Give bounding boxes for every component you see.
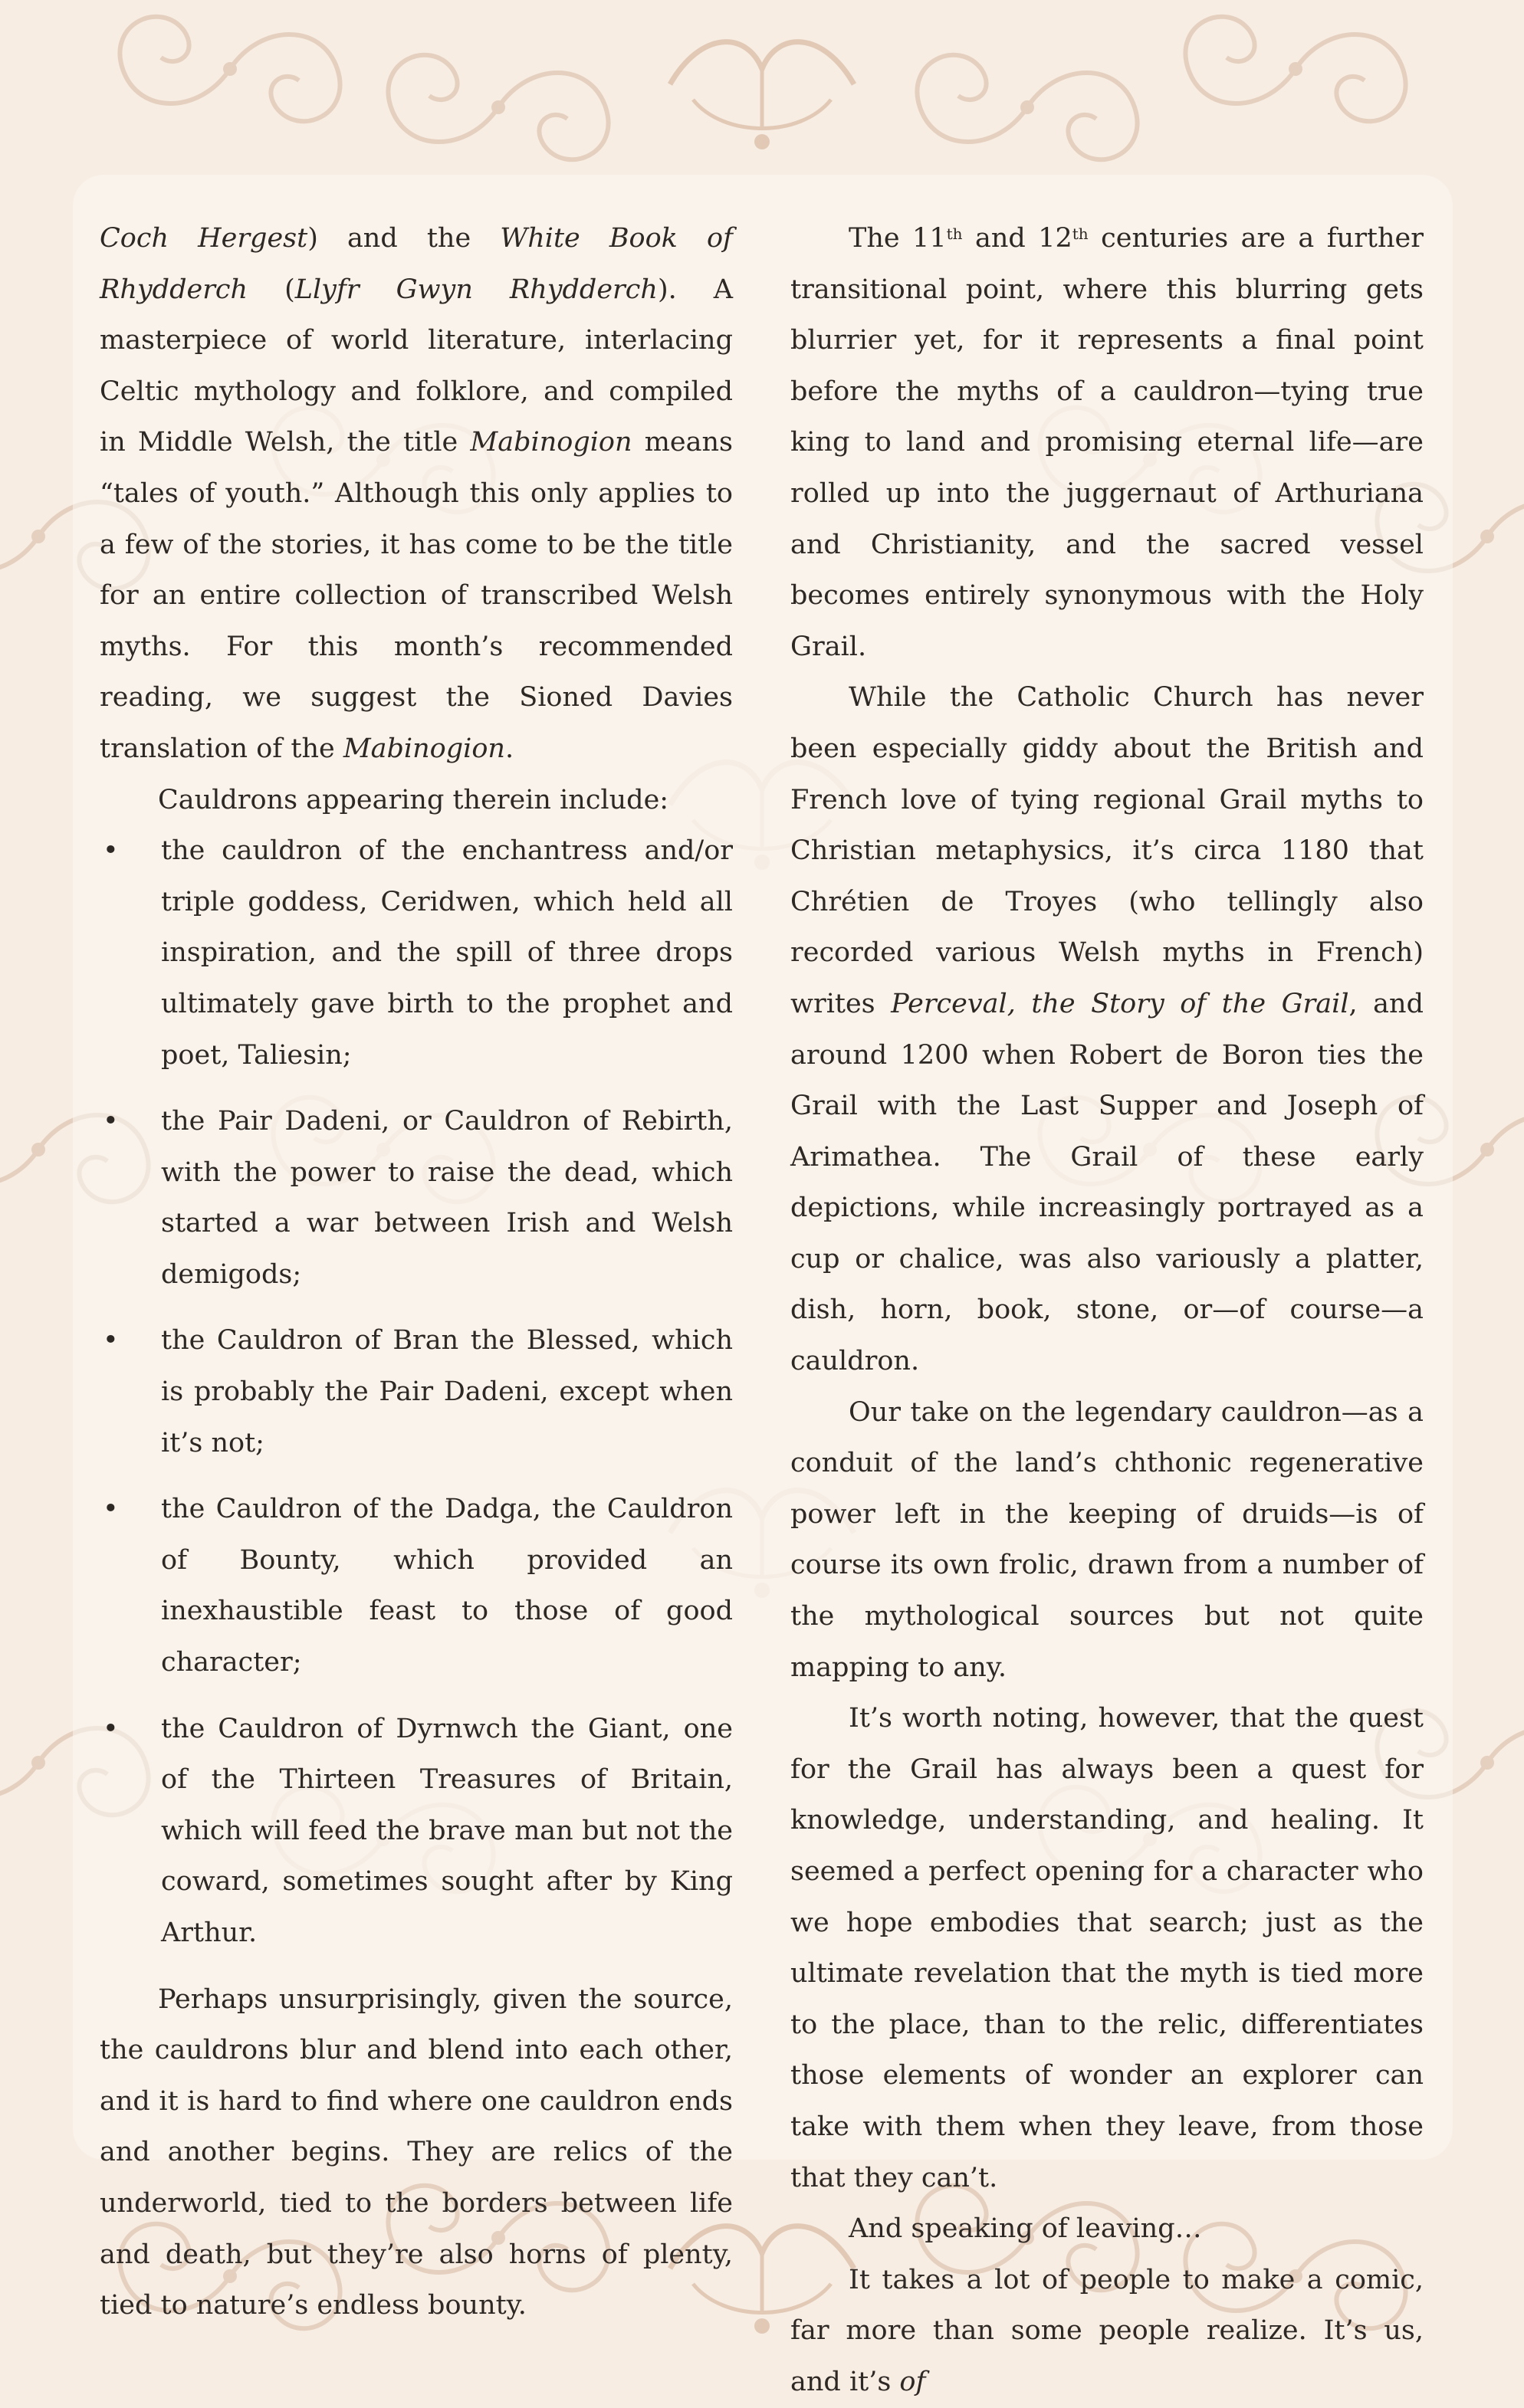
paragraph-centuries: The 11th and 12th centuries are a further transitional point, where this blurring gets blurrier yet, for it represents a final point before the myths of a cauldron—tying true king to land and promising eternal life—are rolled up into the juggernaut of Arthuriana and Christianity, and the sacred vessel becomes entirely synonymous with the Holy Grail.: [790, 223, 1424, 662]
bullet-icon: •: [103, 835, 119, 867]
title-mabinogion-2: Mabinogion: [343, 733, 505, 764]
list-item: • the Cauldron of Dyrnwch the Giant, one of the Thirteen Treasures of Britain, which will feed the brave man but not the coward, sometimes sought after by King Arthur.: [100, 1704, 733, 1959]
list-item: • the Cauldron of the Dadga, the Cauldron of Bounty, which provided an inexhaustible feast to those of good character;: [100, 1484, 733, 1688]
paragraph-catholic-church: While the Catholic Church has never been especially giddy about the British and French love of tying regional Grail myths to Christian metaphysics, it’s circa 1180 that Chrétien de Troyes (who tellingly also recorded various Welsh myths in French) writes Perceval, the Story of the Grail, and around 1200 when Robert de Boron ties the Grail with the Last Supper and Joseph of Arimathea. The Grail of these early depictions, while increasingly portrayed as a cup or chalice, was also variously a platter, dish, horn, book, stone, or—of course—a cauldron.: [790, 682, 1424, 1377]
bullet-icon: •: [103, 1325, 119, 1357]
paragraph-intro: Cauldrons appearing therein include:: [158, 784, 669, 815]
title-white-book: White Book of Rhydderch: [100, 223, 734, 305]
paragraph-comic: It takes a lot of people to make a comic, far more than some people realize. It’s us, and it’s of: [790, 2264, 1424, 2397]
title-llyfr-gwyn: Llyfr Gwyn Rhydderch: [294, 274, 658, 305]
paragraph-quest: It’s worth noting, however, that the quest for the Grail has always been a quest for knowledge, understanding, and healing. It seemed a perfect opening for a character who we hope embodies that search; just as the ultimate revelation that the myth is tied more to the place, than to the relic, differentiates those elements of wonder an explorer can take with them when they leave, from those that they can’t.: [790, 1703, 1424, 2193]
paragraph-leaving: And speaking of leaving…: [849, 2213, 1202, 2245]
right-column: [790, 213, 1424, 2408]
list-item: • the Cauldron of Bran the Blessed, which is probably the Pair Dadeni, except when it’s not;: [100, 1315, 733, 1468]
bullet-icon: •: [103, 1494, 119, 1525]
left-column: [100, 213, 733, 2331]
bullet-icon: •: [103, 1713, 119, 1744]
cauldron-list: [100, 825, 733, 1958]
paragraph-our-take: Our take on the legendary cauldron—as a conduit of the land’s chthonic regenerative power left in the keeping of druids—is of course its own frolic, drawn from a number of the mythological sources but not quite mapping to any.: [790, 1396, 1424, 1683]
paragraph-blur: Perhaps unsurprisingly, given the source, the cauldrons blur and blend into each other, and it is hard to find where one cauldron ends and another begins. They are relics of the underworld, tied to the borders between life and death, but they’re also horns of plenty, tied to nature’s endless bounty.: [100, 1983, 733, 2321]
bullet-icon: •: [103, 1106, 119, 1137]
paragraph-mabinogion: Coch Hergest) and the White Book of Rhydderch (Llyfr Gwyn Rhydderch). A masterpiece of world literature, interlacing Celtic mythology and folklore, and compiled in Middle Welsh, the title Mabinogion means “tales of youth.” Although this only applies to a few of the stories, it has come to be the title for an entire collection of transcribed Welsh myths. For this month’s recommended reading, we suggest the Sioned Davies translation of the Mabinogion.: [100, 223, 734, 764]
title-red-book: Coch Hergest: [100, 223, 308, 254]
list-item: • the Pair Dadeni, or Cauldron of Rebirth, with the power to raise the dead, which started a war between Irish and Welsh demigods;: [100, 1096, 733, 1300]
title-perceval: Perceval, the Story of the Grail: [891, 988, 1349, 1019]
list-item: • the cauldron of the enchantress and/or triple goddess, Ceridwen, which held all inspiration, and the spill of three drops ultimately gave birth to the prophet and poet, Taliesin;: [100, 825, 733, 1081]
title-mabinogion: Mabinogion: [470, 427, 632, 458]
